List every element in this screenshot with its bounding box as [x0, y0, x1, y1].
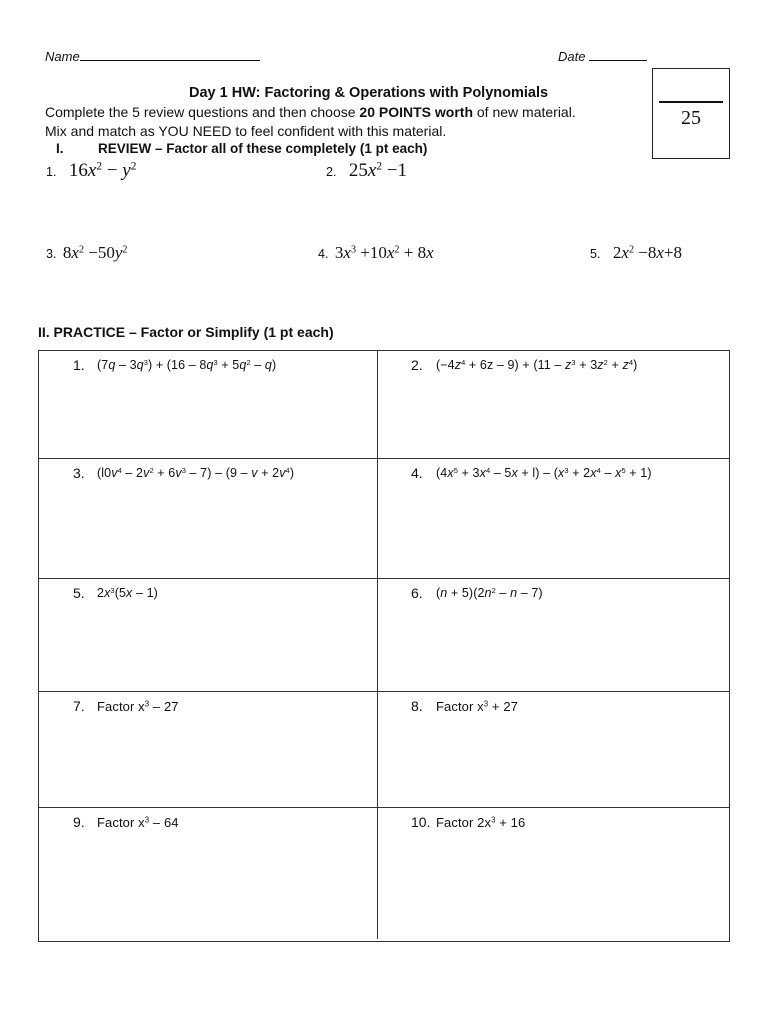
practice-cell-4 — [378, 459, 729, 579]
practice-number: 10. — [411, 814, 431, 830]
practice-cell-1 — [39, 351, 378, 459]
practice-number: 7. — [73, 698, 85, 714]
factor-label: Factor — [436, 699, 474, 714]
intro-text-b: of new material. — [473, 104, 576, 120]
practice-cell-3 — [39, 459, 378, 579]
practice-expression: $(4x^5 + 3x^4 - 5x + l) - (x^3 + 2x^4 - x^5 + 1)$ — [436, 465, 652, 480]
practice-cell-2 — [378, 351, 729, 459]
name-line — [80, 48, 260, 61]
factor-label: Factor — [436, 815, 474, 830]
review-problem-4 — [318, 243, 434, 263]
practice-cell-8 — [378, 692, 729, 808]
practice-grid — [38, 350, 730, 942]
review-problem-3 — [46, 243, 128, 263]
practice-expression: Factor $x^3 - 64$ — [97, 815, 179, 830]
practice-expression: $(l0v^4 - 2v^2 + 6v^3 - 7) - (9 - v + 2v^4)$ — [97, 465, 295, 480]
practice-number: 2. — [411, 357, 423, 373]
practice-cell-10 — [378, 808, 729, 939]
section-1-heading: REVIEW – Factor all of these completely (1 pt each) — [98, 141, 428, 156]
practice-cell-7 — [39, 692, 378, 808]
review-problem-1 — [46, 160, 136, 182]
score-total: 25 — [681, 107, 701, 129]
practice-number: 6. — [411, 585, 423, 601]
practice-expression: $2x^3(5x - 1)$ — [97, 585, 158, 600]
intro-line-1 — [45, 104, 576, 120]
review-number: 4. — [318, 247, 329, 261]
practice-expression: $(-4z^4 + 6z - 9) + (11 - z^3 + 3z^2 + z^4)$ — [436, 357, 638, 372]
review-problem-2 — [326, 160, 407, 182]
review-number: 3. — [46, 247, 57, 261]
factor-label: Factor — [97, 815, 135, 830]
score-box — [652, 68, 730, 159]
review-problem-5 — [590, 243, 682, 263]
review-expression: $2x^2 -8x+8$ — [612, 243, 683, 262]
intro-line-2: Mix and match as YOU NEED to feel confident with this material. — [45, 123, 447, 139]
section-2-heading: II. PRACTICE – Factor or Simplify (1 pt each) — [38, 324, 334, 340]
page-title: Day 1 HW: Factoring & Operations with Polynomials — [189, 85, 549, 101]
name-field — [45, 48, 260, 64]
intro-text-a: Complete the 5 review questions and then choose — [45, 104, 360, 120]
intro-points-emphasis: 20 POINTS worth — [359, 104, 473, 120]
review-expression: $8x^2 -50y^2$ — [62, 243, 128, 262]
date-field — [558, 48, 647, 64]
date-label: Date — [558, 49, 586, 64]
practice-number: 8. — [411, 698, 423, 714]
review-expression: $25x^2 -1$ — [348, 160, 407, 181]
review-expression: $16x^2 - y^2$ — [68, 160, 137, 181]
review-number: 5. — [590, 247, 601, 261]
score-line — [659, 101, 723, 103]
section-1-numeral: I. — [56, 141, 64, 156]
practice-expression: $(n + 5)(2n^2 - n - 7)$ — [436, 585, 543, 600]
review-number: 1. — [46, 165, 57, 179]
practice-expression: Factor $x^3 - 27$ — [97, 699, 179, 714]
practice-number: 5. — [73, 585, 85, 601]
review-number: 2. — [326, 165, 337, 179]
practice-number: 1. — [73, 357, 85, 373]
practice-number: 4. — [411, 465, 423, 481]
date-line — [589, 48, 647, 61]
practice-cell-6 — [378, 579, 729, 692]
practice-cell-9 — [39, 808, 378, 939]
name-label: Name — [45, 49, 80, 64]
practice-number: 3. — [73, 465, 85, 481]
factor-label: Factor — [97, 699, 135, 714]
practice-expression: $(7q - 3q^3) + (16 - 8q^3 + 5q^2 - q)$ — [97, 357, 277, 372]
review-expression: $3x^3 +10x^2 + 8x$ — [334, 243, 434, 262]
practice-expression: Factor $x^3 + 27$ — [436, 699, 518, 714]
practice-number: 9. — [73, 814, 85, 830]
practice-cell-5 — [39, 579, 378, 692]
practice-expression: Factor $2x^3 + 16$ — [436, 815, 526, 830]
